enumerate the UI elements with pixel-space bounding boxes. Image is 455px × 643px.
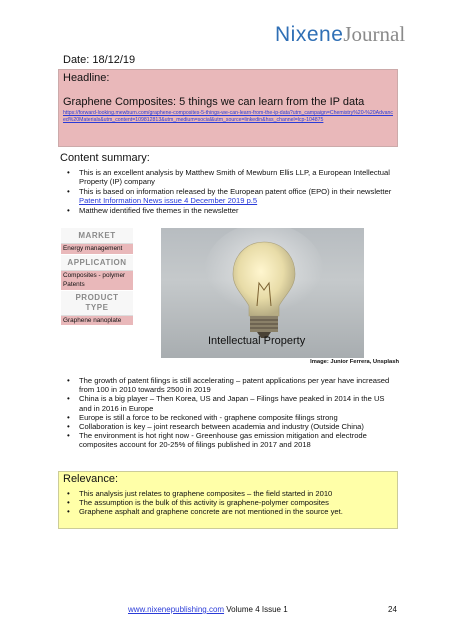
headline-label: Headline: bbox=[63, 72, 110, 84]
summary-item: • This is based on information released by the European patent office (EPO) in their newsletter Patent Information News issue 4 December 2019 p.5 bbox=[65, 187, 395, 205]
summary-list bbox=[65, 168, 395, 216]
headline-title: Graphene Composites: 5 things we can learn from the IP data bbox=[63, 96, 365, 108]
image-credit: Image: Junior Ferrera, Unsplash bbox=[310, 359, 399, 365]
application-value: Composites - polymer bbox=[61, 271, 133, 281]
tag-column bbox=[61, 228, 133, 326]
logo-journal: Journal bbox=[343, 22, 406, 46]
product-type-value: Graphene nanoplate bbox=[61, 316, 133, 327]
market-value: Energy management bbox=[61, 244, 133, 255]
content-summary-title: Content summary: bbox=[60, 152, 150, 164]
page-number: 24 bbox=[388, 605, 397, 614]
summary-item: • Matthew identified five themes in the newsletter bbox=[65, 206, 395, 215]
theme-item: • The growth of patent filings is still accelerating – patent applications per year have increased from 100 in 2010 towards 2500 in 2019 bbox=[65, 376, 395, 394]
headline-source-link[interactable]: https://forward-looking.mewburn.com/graphene-composites-5-things-we-can-learn-from-the-ip-data?utm_campaign=Chemistry%20-%20Advanced%20Materials&utm_content=109812813&utm_medium=social&utm_source=linkedin&hss_channel=lcp-104875 bbox=[63, 110, 393, 123]
summary-item: • This is an excellent analysis by Matthew Smith of Mewburn Ellis LLP, a European Intellectual Property (IP) company bbox=[65, 168, 395, 186]
relevance-item: • This analysis just relates to graphene composites – the field started in 2010 bbox=[65, 489, 391, 498]
relevance-item: • The assumption is the bulk of this activity is graphene-polymer composites bbox=[65, 498, 391, 507]
themes-list bbox=[65, 376, 395, 450]
logo bbox=[275, 22, 410, 52]
footer-website-link[interactable]: www.nixenepublishing.com bbox=[128, 605, 225, 614]
theme-item: • The environment is hot right now - Greenhouse gas emission mitigation and electrode composites account for 20-25% of filings published in 2017 and 2018 bbox=[65, 431, 395, 449]
image-caption: Intellectual Property bbox=[208, 335, 306, 347]
relevance-item: • Graphene asphalt and graphene concrete are not mentioned in the source yet. bbox=[65, 507, 391, 516]
article-date: Date: 18/12/19 bbox=[63, 54, 136, 66]
theme-item: • Collaboration is key – joint research between academia and industry (Outside China) bbox=[65, 422, 395, 431]
market-header: MARKET bbox=[61, 228, 133, 244]
theme-item: • China is a big player – Then Korea, US and Japan – Filings have peaked in 2014 in the US and in 2016 in Europe bbox=[65, 394, 395, 412]
product-type-header: PRODUCT TYPE bbox=[61, 291, 133, 316]
lightbulb-photo bbox=[161, 228, 364, 358]
footer bbox=[128, 605, 288, 614]
footer-volume: Volume 4 Issue 1 bbox=[224, 605, 288, 614]
logo-nixene: Nixene bbox=[275, 23, 344, 46]
relevance-list bbox=[65, 489, 391, 517]
newsletter-link[interactable]: Patent Information News issue 4 December 2019 p.5 bbox=[79, 196, 258, 206]
headline-box bbox=[58, 69, 398, 147]
theme-item: • Europe is still a force to be reckoned with - graphene composite filings strong bbox=[65, 413, 395, 422]
application-value: Patents bbox=[61, 280, 133, 291]
relevance-box bbox=[58, 471, 398, 529]
application-header: APPLICATION bbox=[61, 255, 133, 271]
relevance-title: Relevance: bbox=[63, 473, 119, 485]
